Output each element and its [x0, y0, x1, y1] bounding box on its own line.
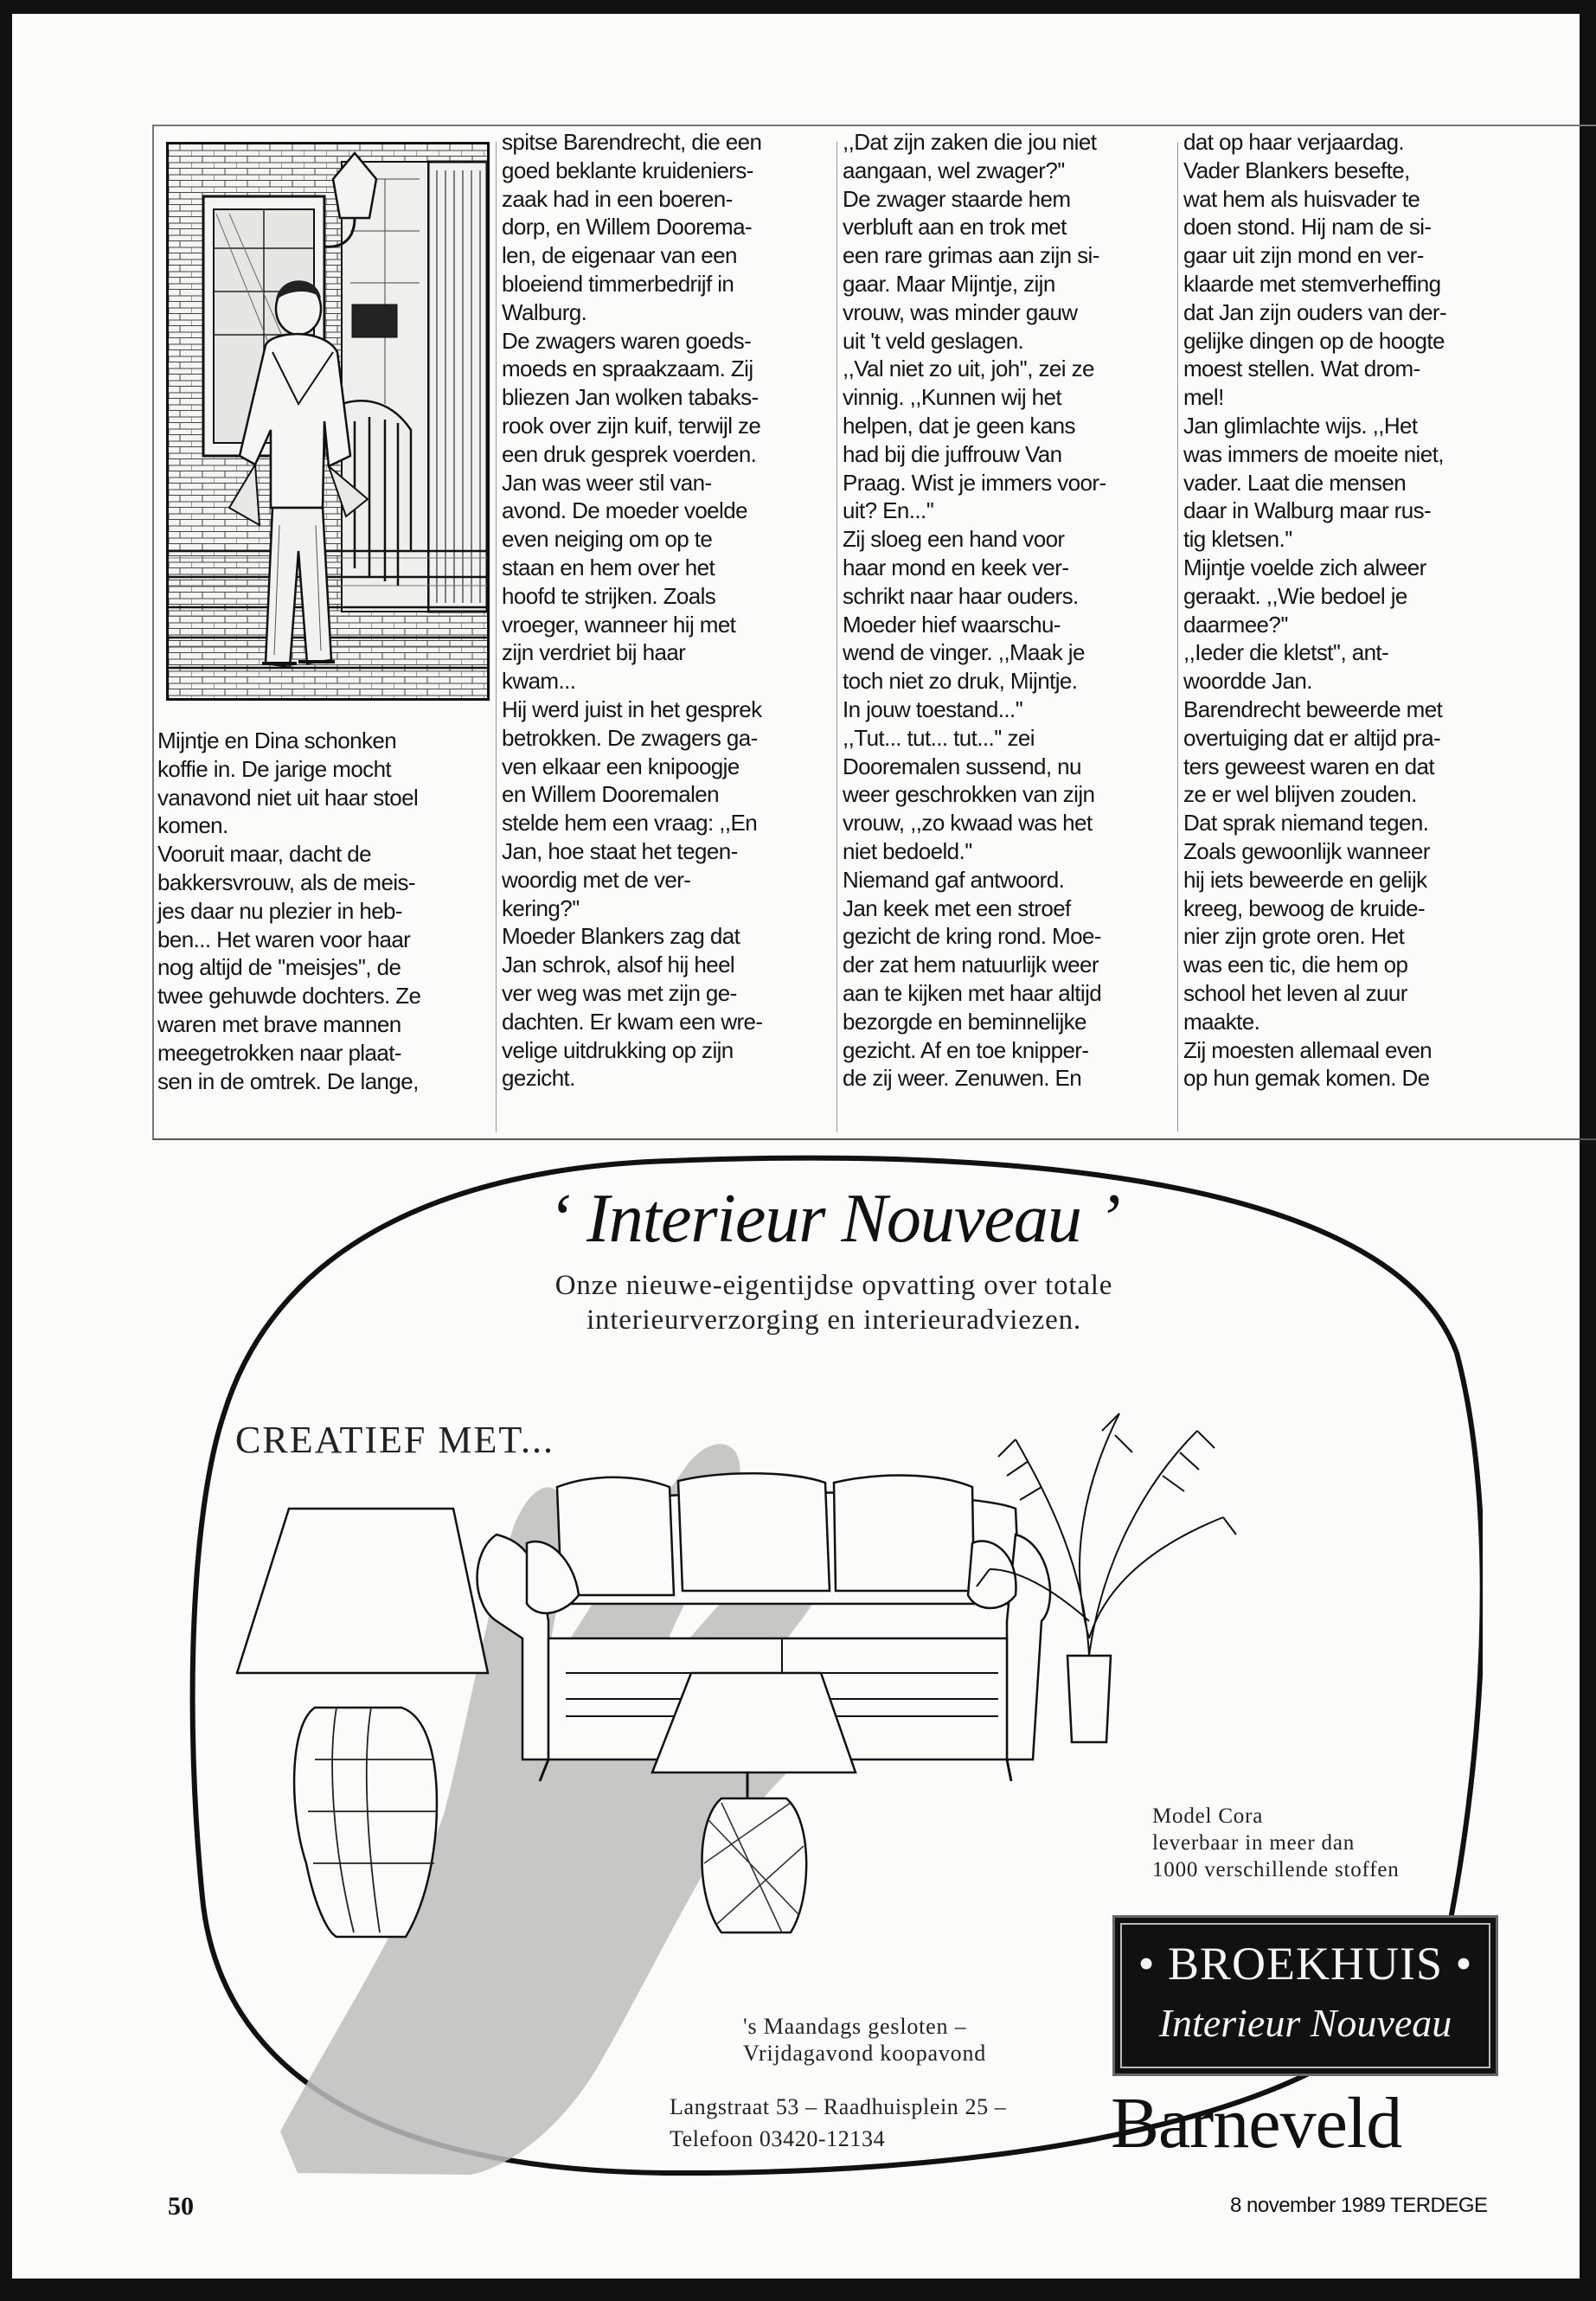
ad-subtitle: Onze nieuwe-eigentijdse opvatting over totale interieurverzorging en interieuradviezen. [554, 1270, 1113, 1336]
article-column-1: Mijntje en Dina schonken koffie in. De jarige mocht vanavond niet uit haar stoel komen. Vooruit maar, dacht de bakkersvrouw, als de meis- jes daar nu plezier in heb- ben... Het waren voor haar nog altijd de ''meisjes'', de twee gehuwde dochters. Ze waren met brave mannen meegetrokken naar plaat- sen in de omtrek. De lange, [157, 727, 421, 1094]
advertisement [185, 1154, 1483, 2189]
opening-hours: 's Maandags gesloten – Vrijdagavond koopavond [743, 2014, 987, 2066]
model-description: Model Cora leverbaar in meer dan 1000 verschillende stoffen [1152, 1804, 1400, 1881]
man-on-steps-drawing [169, 144, 487, 698]
column-rule [836, 142, 837, 1132]
issue-dateline: 8 november 1989 TERDEGE [1230, 2194, 1488, 2217]
column-rule [1177, 142, 1178, 1132]
article-column-4: dat op haar verjaardag. Vader Blankers besefte, wat hem als huisvader te doen stond. Hij nam de si- gaar uit zijn mond en ver- klaarde met stemverheffing dat Jan zijn ouders van der- gelijke dingen op de hoogte moest stellen. Wat drom- mel! Jan glimlachte wijs. ,,Het was immers de moeite niet, vader. Laat die mensen daar in Walburg maar rus- tig kletsen.'' Mijntje voelde zich alweer geraakt. ,,Wie bedoel je daarmee?'' ,,Ieder die kletst'', ant- woordde Jan. Barendrecht beweerde met overtuiging dat er altijd pra- ters geweest waren en dat ze er wel blijven zouden. Dat sprak niemand tegen. Zoals gewoonlijk wanneer hij iets beweerde en gelijk kreeg, bewoog de kruide- nier zijn grote oren. Het was een tic, die hem op school het leven al zuur maakte. Zij moesten allemaal even op hun gemak komen. De [1183, 129, 1447, 1092]
article-column-2: spitse Barendrecht, die een goed beklante kruideniers- zaak had in een boeren- dorp, en Willem Doorema- len, de eigenaar van een bloeiend timmerbedrijf in Walburg. De zwagers waren goeds- moeds en spraakzaam. Zij bliezen Jan wolken tabaks- rook over zijn kuif, terwijl ze een druk gesprek voerden. Jan was weer stil van- avond. De moeder voelde even neiging om op te staan en hem over het hoofd te strijken. Zoals vroeger, wanneer hij met zijn verdriet bij haar kwam... Hij werd juist in het gesprek betrokken. De zwagers ga- ven elkaar een knipoogje en Willem Dooremalen stelde hem een vraag: ,,En Jan, hoe staat het tegen- woordig met de ver- kering?'' Moeder Blankers zag dat Jan schrok, alsof hij heel ver weg was met zijn ge- dachten. Er kwam een wre- velige uitdrukking op zijn gezicht. [502, 129, 763, 1092]
ad-headline: CREATIEF MET... [235, 1419, 554, 1461]
column-rule [496, 142, 497, 1132]
article-column-3: ,,Dat zijn zaken die jou niet aangaan, wel zwager?'' De zwager staarde hem verbluft aan en trok met een rare grimas aan zijn si- gaar. Maar Mijntje, zijn vrouw, was minder gauw uit 't veld geslagen. ,,Val niet zo uit, joh'', zei ze vinnig. ,,Kunnen wij het helpen, dat je geen kans had bij die juffrouw Van Praag. Wist je immers voor- uit? En...'' Zij sloeg een hand voor haar mond en keek ver- schrikt naar haar ouders. Moeder hief waarschu- wend de vinger. ,,Maak je toch niet zo druk, Mijntje. In jouw toestand...'' ,,Tut... tut... tut...'' zei Dooremalen sussend, nu weer geschrokken van zijn vrouw, ,,zo kwaad was het niet bedoeld.'' Niemand gaf antwoord. Jan keek met een stroef gezicht de kring rond. Moe- der zat hem natuurlijk weer aan te kijken met haar altijd bezorgde en beminnelijke gezicht. Af en toe knipper- de zij weer. Zenuwen. En [843, 129, 1106, 1092]
store-name: • BROEKHUIS • [1138, 1938, 1473, 1990]
store-sign [1112, 1915, 1498, 2076]
store-address: Langstraat 53 – Raadhuisplein 25 – Telefoon 03420-12134 [670, 2094, 1007, 2151]
story-illustration [166, 142, 490, 701]
store-tagline: Interieur Nouveau [1158, 2001, 1452, 2045]
magazine-page [12, 14, 1580, 2279]
store-town: Barneveld [1111, 2083, 1402, 2163]
ad-title: ‘ Interieur Nouveau ’ [548, 1181, 1120, 1257]
page-number: 50 [168, 2192, 194, 2221]
